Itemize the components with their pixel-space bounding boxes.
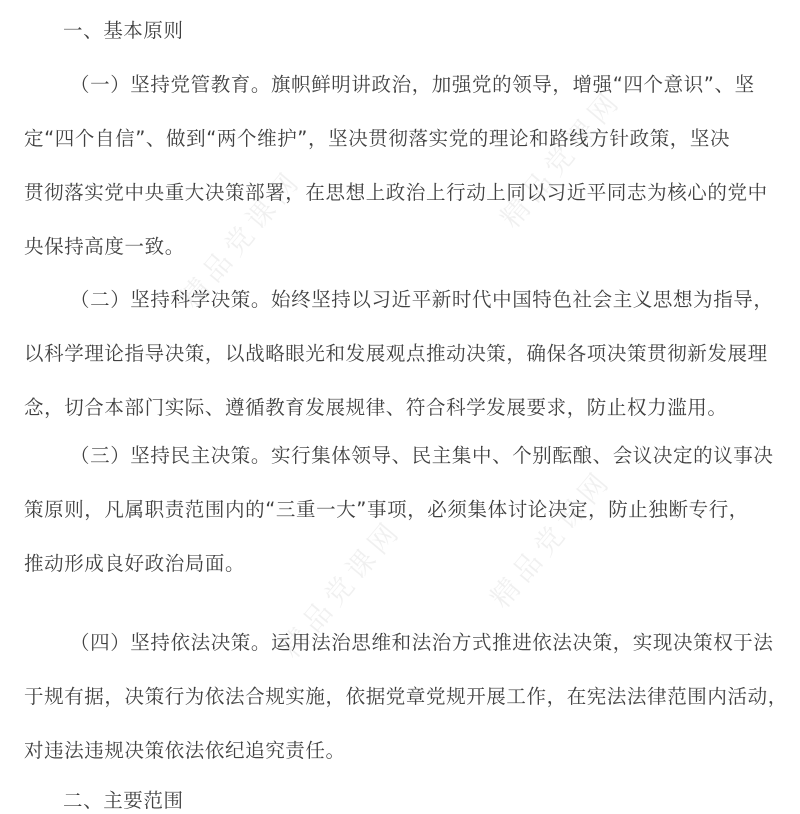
- paragraph-2-line-3: 念，切合本部门实际、遵循教育发展规律、符合科学发展要求，防止权力滥用。: [24, 396, 728, 419]
- paragraph-2-line-2: 以科学理论指导决策，以战略眼光和发展观点推动决策，确保各项决策贯彻新发展理: [24, 342, 768, 365]
- paragraph-4-line-2: 于规有据，决策行为依法合规实施，依据党章党规开展工作，在宪法法律范围内活动，: [24, 685, 788, 708]
- paragraph-3-line-2: 策原则，凡属职责范围内的“三重一大”事项，必须集体讨论决定，防止独断专行，: [24, 498, 749, 521]
- paragraph-3-line-3: 推动形成良好政治局面。: [24, 552, 246, 575]
- paragraph-3-line-1: （三）坚持民主决策。实行集体领导、民主集中、个别酝酿、会议决定的议事决: [70, 444, 774, 467]
- paragraph-1-line-4: 央保持高度一致。: [24, 235, 185, 258]
- paragraph-4-line-1: （四）坚持依法决策。运用法治思维和法治方式推进依法决策，实现决策权于法: [70, 631, 774, 654]
- paragraph-4-line-3: 对违法违规决策依法依纪追究责任。: [24, 739, 346, 762]
- section-heading-main-scope: 二、主要范围: [63, 789, 184, 812]
- watermark: 精品党课网: [493, 82, 629, 235]
- paragraph-1-line-1: （一）坚持党管教育。旗帜鲜明讲政治，加强党的领导，增强“四个意识”、坚: [70, 73, 755, 96]
- watermark: 精品党课网: [483, 462, 619, 615]
- paragraph-1-line-3: 贯彻落实党中央重大决策部署，在思想上政治上行动上同以习近平同志为核心的党中: [24, 181, 768, 204]
- paragraph-1-line-2: 定“四个自信”、做到“两个维护”，坚决贯彻落实党的理论和路线方针政策，坚决: [24, 127, 731, 150]
- section-heading-basic-principles: 一、基本原则: [63, 19, 184, 42]
- watermark: 精品党课网: [273, 512, 409, 665]
- paragraph-2-line-1: （二）坚持科学决策。始终坚持以习近平新时代中国特色社会主义思想为指导，: [70, 288, 774, 311]
- watermark: 精品党课网: [173, 162, 309, 315]
